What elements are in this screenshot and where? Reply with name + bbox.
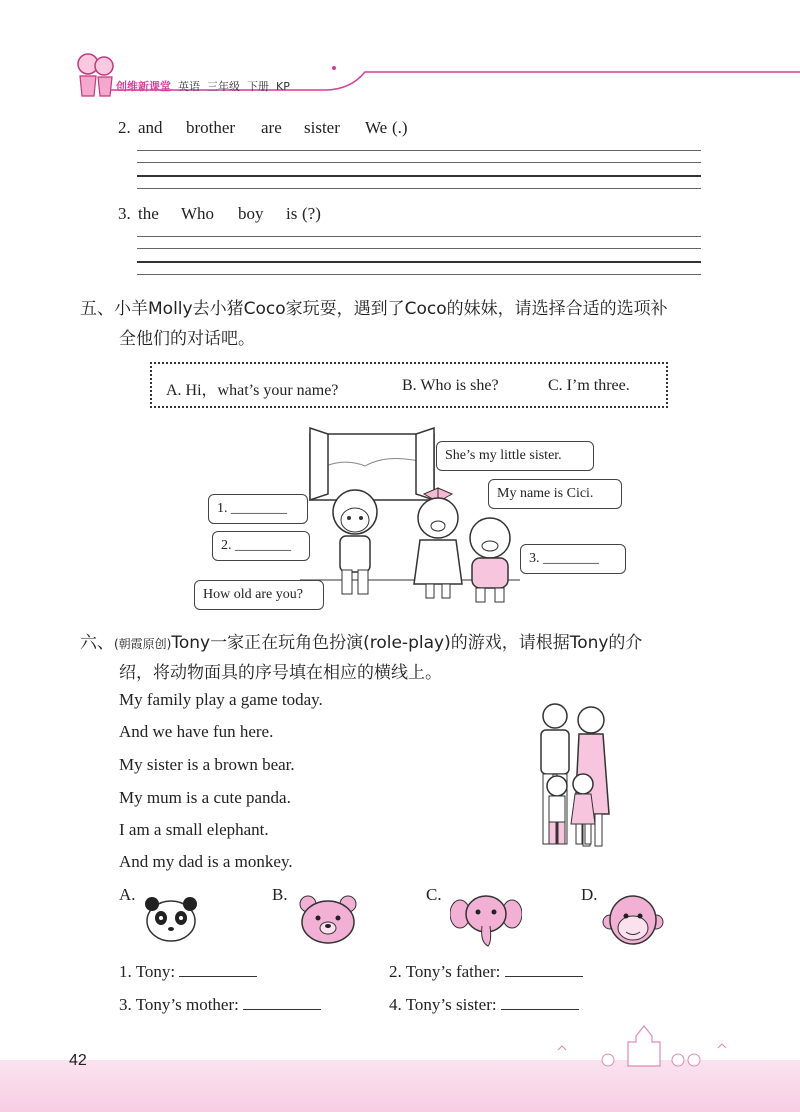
speech-bubble-3: 3. ________	[520, 544, 626, 574]
section5-title-line2: 全他们的对话吧。	[119, 329, 255, 349]
q2-word: sister	[304, 118, 340, 137]
elephant-icon	[450, 892, 522, 950]
section6-title-line2: 绍，将动物面具的序号填在相应的横线上。	[119, 663, 442, 683]
writing-line[interactable]	[137, 175, 701, 177]
writing-line[interactable]	[137, 150, 701, 151]
answer-2-blank[interactable]	[505, 962, 583, 977]
q2-word: We	[365, 118, 388, 137]
answer-row-2	[389, 962, 583, 982]
writing-line[interactable]	[137, 236, 701, 237]
paragraph-line: And my dad is a monkey.	[119, 852, 293, 871]
answer-row-1	[119, 962, 257, 982]
answer-1-blank[interactable]	[179, 962, 257, 977]
bear-icon	[296, 894, 360, 946]
panda-icon	[140, 894, 202, 944]
answer-3-label: 3. Tony’s mother:	[119, 995, 239, 1014]
header	[0, 0, 800, 110]
answer-2-label: 2. Tony’s father:	[389, 962, 501, 981]
mask-letter-d: D.	[581, 885, 598, 904]
q2-word: and	[138, 118, 163, 137]
window-icon	[310, 428, 434, 500]
writing-line[interactable]	[137, 162, 701, 163]
q3-word: Who	[181, 204, 215, 223]
q3-word: is	[286, 204, 298, 223]
q2-number: 2.	[118, 118, 131, 137]
piglet-sister-icon	[414, 488, 462, 598]
family-illustration	[525, 694, 625, 854]
answer-4-label: 4. Tony’s sister:	[389, 995, 497, 1014]
answer-4-blank[interactable]	[501, 995, 579, 1010]
pig-coco-icon	[470, 518, 510, 602]
speech-bubble-cici: My name is Cici.	[488, 479, 622, 509]
answer-row-4	[389, 995, 579, 1015]
option-a: A. Hi，what’s your name?	[166, 382, 339, 399]
header-subject: 英语	[178, 80, 200, 93]
section6-title: Tony一家正在玩角色扮演(role-play)的游戏，请根据Tony的介	[171, 633, 643, 653]
section6-title-line1	[80, 628, 642, 653]
paragraph-line: My mum is a cute panda.	[119, 788, 291, 807]
q3-word: boy	[238, 204, 264, 223]
answer-1-label: 1. Tony:	[119, 962, 176, 981]
speech-bubble-2: 2. ________	[212, 531, 310, 561]
mask-letter-a: A.	[119, 885, 136, 904]
header-edition: KP	[276, 80, 290, 93]
paragraph-line: I am a small elephant.	[119, 820, 269, 839]
section5-title-line1: 五、小羊Molly去小猪Coco家玩耍，遇到了Coco的妹妹，请选择合适的选项补	[80, 299, 668, 319]
q3-punct: (?)	[302, 204, 321, 223]
answer-row-3	[119, 995, 321, 1015]
option-c: C. I’m three.	[548, 377, 630, 394]
writing-line[interactable]	[137, 188, 701, 189]
q2-word: are	[261, 118, 282, 137]
speech-bubble-sister: She’s my little sister.	[436, 441, 594, 471]
header-volume: 下册	[247, 80, 269, 93]
option-b: B. Who is she?	[402, 377, 499, 394]
q2-punct: (.)	[392, 118, 408, 137]
page-number: 42	[69, 1052, 87, 1069]
paragraph-line: My family play a game today.	[119, 690, 323, 709]
speech-bubble-how-old: How old are you?	[194, 580, 324, 610]
header-grade: 三年级	[207, 80, 240, 93]
answer-3-blank[interactable]	[243, 995, 321, 1010]
header-brand: 创维新课堂	[116, 80, 171, 93]
paragraph-line: My sister is a brown bear.	[119, 755, 295, 774]
writing-line[interactable]	[137, 261, 701, 263]
speech-bubble-1: 1. ________	[208, 494, 308, 524]
section6-tag: (朝霞原创)	[114, 637, 172, 651]
monkey-icon	[602, 892, 664, 948]
writing-line[interactable]	[137, 274, 701, 275]
writing-line[interactable]	[137, 248, 701, 249]
sheep-character-icon	[333, 490, 377, 594]
q2-word: brother	[186, 118, 236, 137]
section6-prefix: 六、	[80, 633, 114, 653]
header-title	[116, 78, 290, 94]
mask-letter-b: B.	[272, 885, 288, 904]
q3-word: the	[138, 204, 159, 223]
mask-letter-c: C.	[426, 885, 442, 904]
q3-number: 3.	[118, 204, 131, 223]
paragraph-line: And we have fun here.	[119, 722, 274, 741]
castle-decoration-icon	[548, 1020, 738, 1068]
